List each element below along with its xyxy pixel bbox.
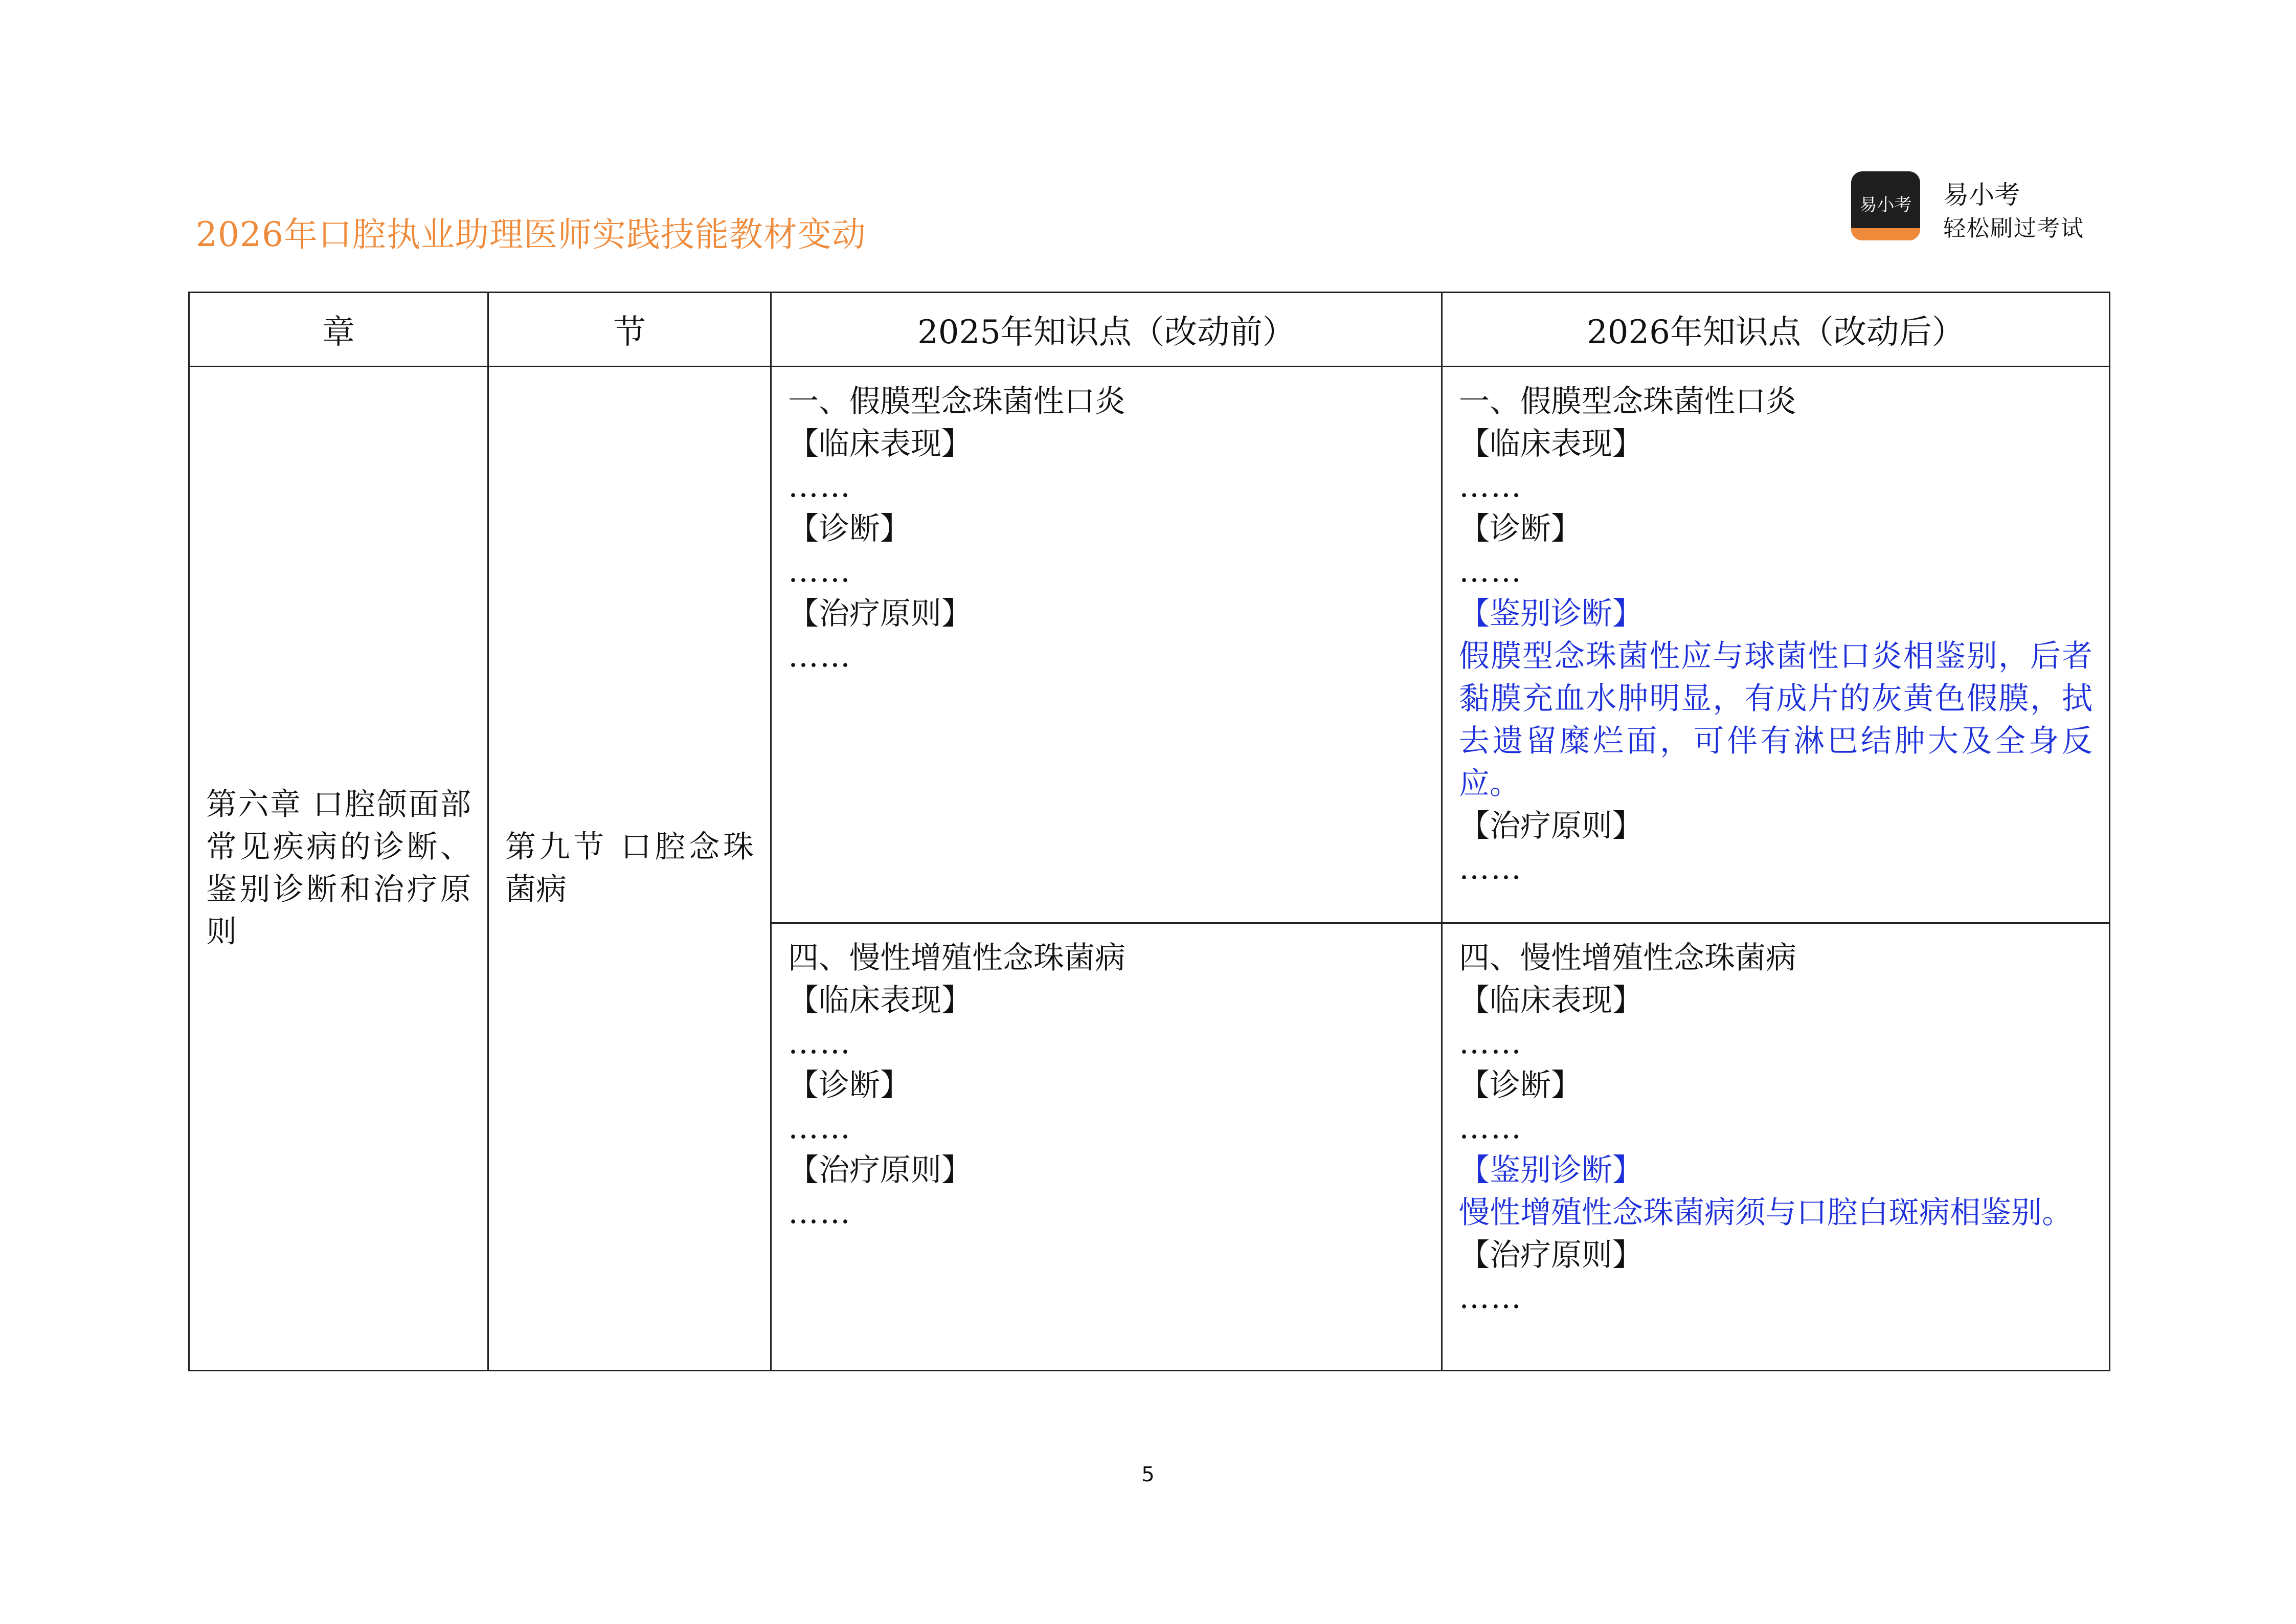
brand-logo-text: 易小考 bbox=[1859, 195, 1912, 215]
before-treatment-label: 【治疗原则】 bbox=[788, 1152, 972, 1188]
header-chapter: 章 bbox=[189, 293, 488, 367]
added-differential-label: 【鉴别诊断】 bbox=[1459, 596, 1643, 632]
before-diagnosis-label: 【诊断】 bbox=[788, 1067, 911, 1103]
before-clinical-label: 【临床表现】 bbox=[788, 983, 972, 1018]
after-diagnosis-label: 【诊断】 bbox=[1459, 1067, 1582, 1103]
before-clinical-label: 【临床表现】 bbox=[788, 426, 972, 462]
before-ellipsis: …… bbox=[788, 638, 851, 674]
changes-table bbox=[188, 292, 2110, 1371]
before-cell-hyperplastic bbox=[771, 923, 1442, 1371]
after-diagnosis-label: 【诊断】 bbox=[1459, 511, 1582, 547]
table-header-row bbox=[189, 293, 2110, 367]
before-ellipsis: …… bbox=[788, 1110, 851, 1146]
after-clinical-label: 【临床表现】 bbox=[1459, 426, 1643, 462]
after-ellipsis: …… bbox=[1459, 553, 1522, 589]
before-heading: 一、假膜型念珠菌性口炎 bbox=[788, 384, 1126, 419]
brand-name: 易小考 bbox=[1943, 180, 2020, 210]
after-heading: 一、假膜型念珠菌性口炎 bbox=[1459, 384, 1796, 419]
after-ellipsis: …… bbox=[1459, 1280, 1522, 1316]
section-cell bbox=[488, 367, 771, 1371]
before-ellipsis: …… bbox=[788, 1195, 851, 1231]
brand-slogan: 轻松刷过考试 bbox=[1943, 215, 2084, 241]
header-before-2025: 2025年知识点（改动前） bbox=[771, 293, 1442, 367]
added-differential-label: 【鉴别诊断】 bbox=[1459, 1152, 1643, 1188]
after-ellipsis: …… bbox=[1459, 1110, 1522, 1146]
before-ellipsis: …… bbox=[788, 1025, 851, 1061]
header-section: 节 bbox=[488, 293, 771, 367]
after-cell-pseudomembranous bbox=[1442, 367, 2110, 923]
after-treatment-label: 【治疗原则】 bbox=[1459, 1237, 1643, 1273]
brand-logo-bar bbox=[1851, 228, 1920, 240]
after-ellipsis: …… bbox=[1459, 1025, 1522, 1061]
table-row bbox=[189, 367, 2110, 923]
document-title: 2026年口腔执业助理医师实践技能教材变动 bbox=[196, 215, 866, 254]
chapter-cell bbox=[189, 367, 488, 1371]
after-cell-hyperplastic bbox=[1442, 923, 2110, 1371]
after-treatment-label: 【治疗原则】 bbox=[1459, 808, 1643, 844]
after-ellipsis: …… bbox=[1459, 469, 1522, 504]
before-diagnosis-label: 【诊断】 bbox=[788, 511, 911, 547]
before-heading: 四、慢性增殖性念珠菌病 bbox=[788, 940, 1126, 976]
header-after-2026: 2026年知识点（改动后） bbox=[1442, 293, 2110, 367]
before-ellipsis: …… bbox=[788, 469, 851, 504]
after-heading: 四、慢性增殖性念珠菌病 bbox=[1459, 940, 1796, 976]
after-clinical-label: 【临床表现】 bbox=[1459, 983, 1643, 1018]
page-number: 5 bbox=[1141, 1463, 1155, 1486]
chapter-text: 第六章 口腔颌面部常见疾病的诊断、鉴别诊断和治疗原则 bbox=[206, 787, 471, 950]
before-treatment-label: 【治疗原则】 bbox=[788, 596, 972, 632]
added-differential-text: 慢性增殖性念珠菌病须与口腔白斑病相鉴别。 bbox=[1459, 1195, 2073, 1231]
section-text: 第九节 口腔念珠菌病 bbox=[505, 829, 754, 907]
after-ellipsis: …… bbox=[1459, 851, 1522, 886]
added-differential-text: 假膜型念珠菌性应与球菌性口炎相鉴别，后者黏膜充血水肿明显，有成片的灰黄色假膜，拭去遗留糜烂面，可伴有淋巴结肿大及全身反应。 bbox=[1459, 638, 2092, 802]
before-cell-pseudomembranous bbox=[771, 367, 1442, 923]
before-ellipsis: …… bbox=[788, 553, 851, 589]
brand-logo bbox=[1851, 171, 1920, 240]
